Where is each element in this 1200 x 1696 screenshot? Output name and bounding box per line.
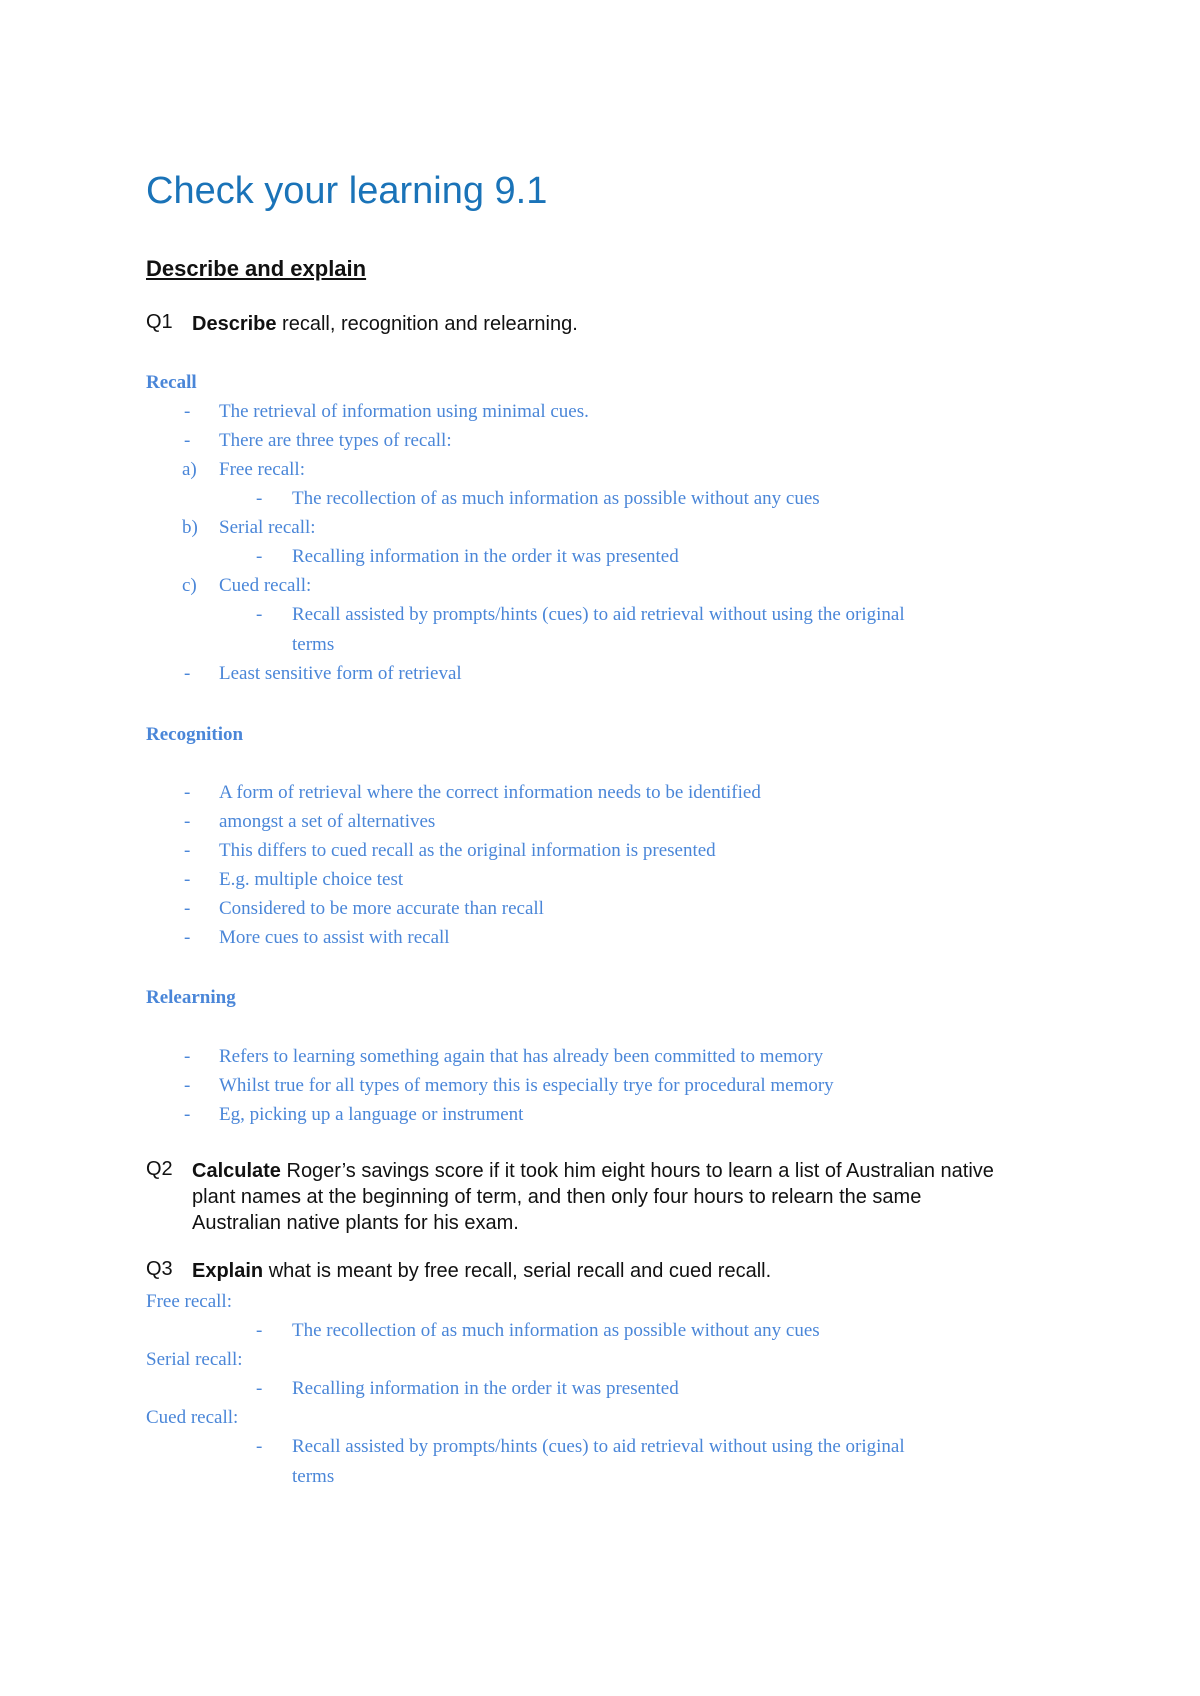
list-marker: c) (182, 575, 197, 596)
question-verb: Explain (192, 1260, 264, 1282)
list-item: Recall assisted by prompts/hints (cues) to aid retrieval without using the original (292, 604, 905, 625)
bullet-dash: - (184, 927, 191, 948)
answer-heading-recall: Recall (146, 372, 197, 393)
list-item: amongst a set of alternatives (219, 811, 436, 832)
list-item: Whilst true for all types of memory this is especially trye for procedural memory (219, 1075, 834, 1096)
list-item: The recollection of as much information as possible without any cues (292, 488, 820, 509)
list-item-continuation: terms (292, 634, 335, 655)
list-item: This differs to cued recall as the original information is presented (219, 840, 716, 861)
bullet-dash: - (184, 430, 191, 451)
bullet-dash: - (256, 1436, 263, 1457)
question-number: Q2 (146, 1158, 173, 1180)
list-item: Serial recall: (219, 517, 316, 538)
answer-heading-recognition: Recognition (146, 724, 244, 745)
bullet-dash: - (184, 898, 191, 919)
question-text (192, 1258, 1052, 1284)
question-number: Q1 (146, 311, 173, 333)
question-text (192, 1158, 1012, 1236)
bullet-dash: - (256, 488, 263, 509)
bullet-dash: - (184, 782, 191, 803)
page-title: Check your learning 9.1 (146, 170, 548, 212)
list-item: Considered to be more accurate than recall (219, 898, 544, 919)
list-item: Least sensitive form of retrieval (219, 663, 462, 684)
section-heading: Describe and explain (146, 256, 367, 281)
list-item: Recall assisted by prompts/hints (cues) to aid retrieval without using the original (292, 1436, 905, 1457)
question-verb: Calculate (192, 1160, 281, 1182)
question-number: Q3 (146, 1258, 173, 1280)
list-item: Refers to learning something again that has already been committed to memory (219, 1046, 824, 1067)
list-item: E.g. multiple choice test (219, 869, 404, 890)
question-1 (146, 311, 1046, 337)
bullet-dash: - (184, 1104, 191, 1125)
question-verb: Describe (192, 313, 277, 335)
bullet-dash: - (184, 811, 191, 832)
list-item: Eg, picking up a language or instrument (219, 1104, 524, 1125)
list-item: Free recall: (219, 459, 305, 480)
bullet-dash: - (184, 869, 191, 890)
question-text (192, 311, 1052, 337)
list-marker: a) (182, 459, 197, 480)
bullet-dash: - (184, 1075, 191, 1096)
bullet-dash: - (256, 1320, 263, 1341)
list-item: The recollection of as much information as possible without any cues (292, 1320, 820, 1341)
question-2 (146, 1158, 1046, 1238)
question-rest: Roger’s savings score if it took him eight hours to learn a list of Australian native plant names at the beginning of term, and then only four hours to relearn the same Australian native plants for his exam. (192, 1160, 994, 1234)
answer-heading-relearning: Relearning (146, 987, 236, 1008)
bullet-dash: - (256, 1378, 263, 1399)
question-rest: recall, recognition and relearning. (276, 313, 578, 335)
answer-label: Free recall: (146, 1291, 232, 1312)
list-marker: b) (182, 517, 198, 538)
question-3 (146, 1258, 1046, 1284)
bullet-dash: - (256, 604, 263, 625)
list-item: Recalling information in the order it was presented (292, 1378, 679, 1399)
bullet-dash: - (184, 401, 191, 422)
question-rest: what is meant by free recall, serial recall and cued recall. (263, 1260, 772, 1282)
answer-label: Cued recall: (146, 1407, 239, 1428)
list-item-continuation: terms (292, 1466, 335, 1487)
list-item: The retrieval of information using minimal cues. (219, 401, 589, 422)
bullet-dash: - (256, 546, 263, 567)
list-item: Recalling information in the order it was presented (292, 546, 679, 567)
list-item: There are three types of recall: (219, 430, 452, 451)
list-item: A form of retrieval where the correct information needs to be identified (219, 782, 761, 803)
bullet-dash: - (184, 663, 191, 684)
list-item: Cued recall: (219, 575, 312, 596)
answer-label: Serial recall: (146, 1349, 243, 1370)
bullet-dash: - (184, 840, 191, 861)
list-item: More cues to assist with recall (219, 927, 450, 948)
bullet-dash: - (184, 1046, 191, 1067)
